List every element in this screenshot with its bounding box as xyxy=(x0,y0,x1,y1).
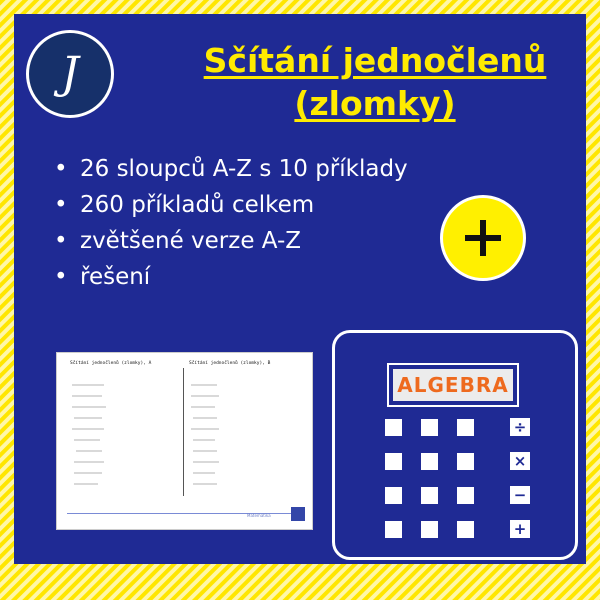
minus-key xyxy=(510,486,530,504)
title-line-2: (zlomky) xyxy=(294,84,456,123)
page-title xyxy=(190,39,560,125)
calculator-key xyxy=(385,419,402,436)
calculator-key xyxy=(385,521,402,538)
feature-item: • 26 sloupců A-Z s 10 příklady xyxy=(52,156,412,183)
calculator-screen-text: ALGEBRA xyxy=(397,373,509,397)
worksheet-divider xyxy=(183,368,184,496)
calculator-screen xyxy=(387,363,519,407)
calculator-key xyxy=(385,487,402,504)
calculator-key xyxy=(457,419,474,436)
calculator-mini-icon xyxy=(291,507,305,521)
title-line-1: Sčítání jednočlenů xyxy=(203,41,547,80)
feature-list xyxy=(52,156,412,300)
calculator-display xyxy=(393,369,513,401)
feature-item: • řešení xyxy=(52,264,412,291)
feature-item: • 260 příkladů celkem xyxy=(52,192,412,219)
plus-icon xyxy=(463,218,503,258)
logo-badge xyxy=(26,30,114,118)
calculator-key xyxy=(385,453,402,470)
main-panel xyxy=(14,14,586,564)
plus-badge xyxy=(440,195,526,281)
calculator-key xyxy=(421,487,438,504)
calculator-key xyxy=(421,453,438,470)
calculator-key xyxy=(457,453,474,470)
plus-small-icon: + xyxy=(513,519,527,538)
divide-icon: ÷ xyxy=(513,417,527,436)
calculator-key xyxy=(421,521,438,538)
logo-letter: J xyxy=(61,48,79,99)
minus-icon: − xyxy=(513,485,527,504)
divide-key xyxy=(510,418,530,436)
multiply-icon: × xyxy=(513,451,527,470)
calculator-illustration xyxy=(332,330,578,560)
worksheet-title-b: Sčítání jednočlenů (zlomky), B xyxy=(189,361,271,366)
worksheet-title-a: Sčítání jednočlenů (zlomky), A xyxy=(70,361,152,366)
calculator-key xyxy=(421,419,438,436)
feature-item: • zvětšené verze A-Z xyxy=(52,228,412,255)
worksheet-footer: Matematika xyxy=(247,513,271,518)
calculator-key xyxy=(457,487,474,504)
multiply-key xyxy=(510,452,530,470)
worksheet-exercises-b xyxy=(191,381,231,493)
calculator-key xyxy=(457,521,474,538)
worksheet-preview xyxy=(56,352,313,530)
worksheet-exercises-a xyxy=(72,381,112,493)
plus-key xyxy=(510,520,530,538)
